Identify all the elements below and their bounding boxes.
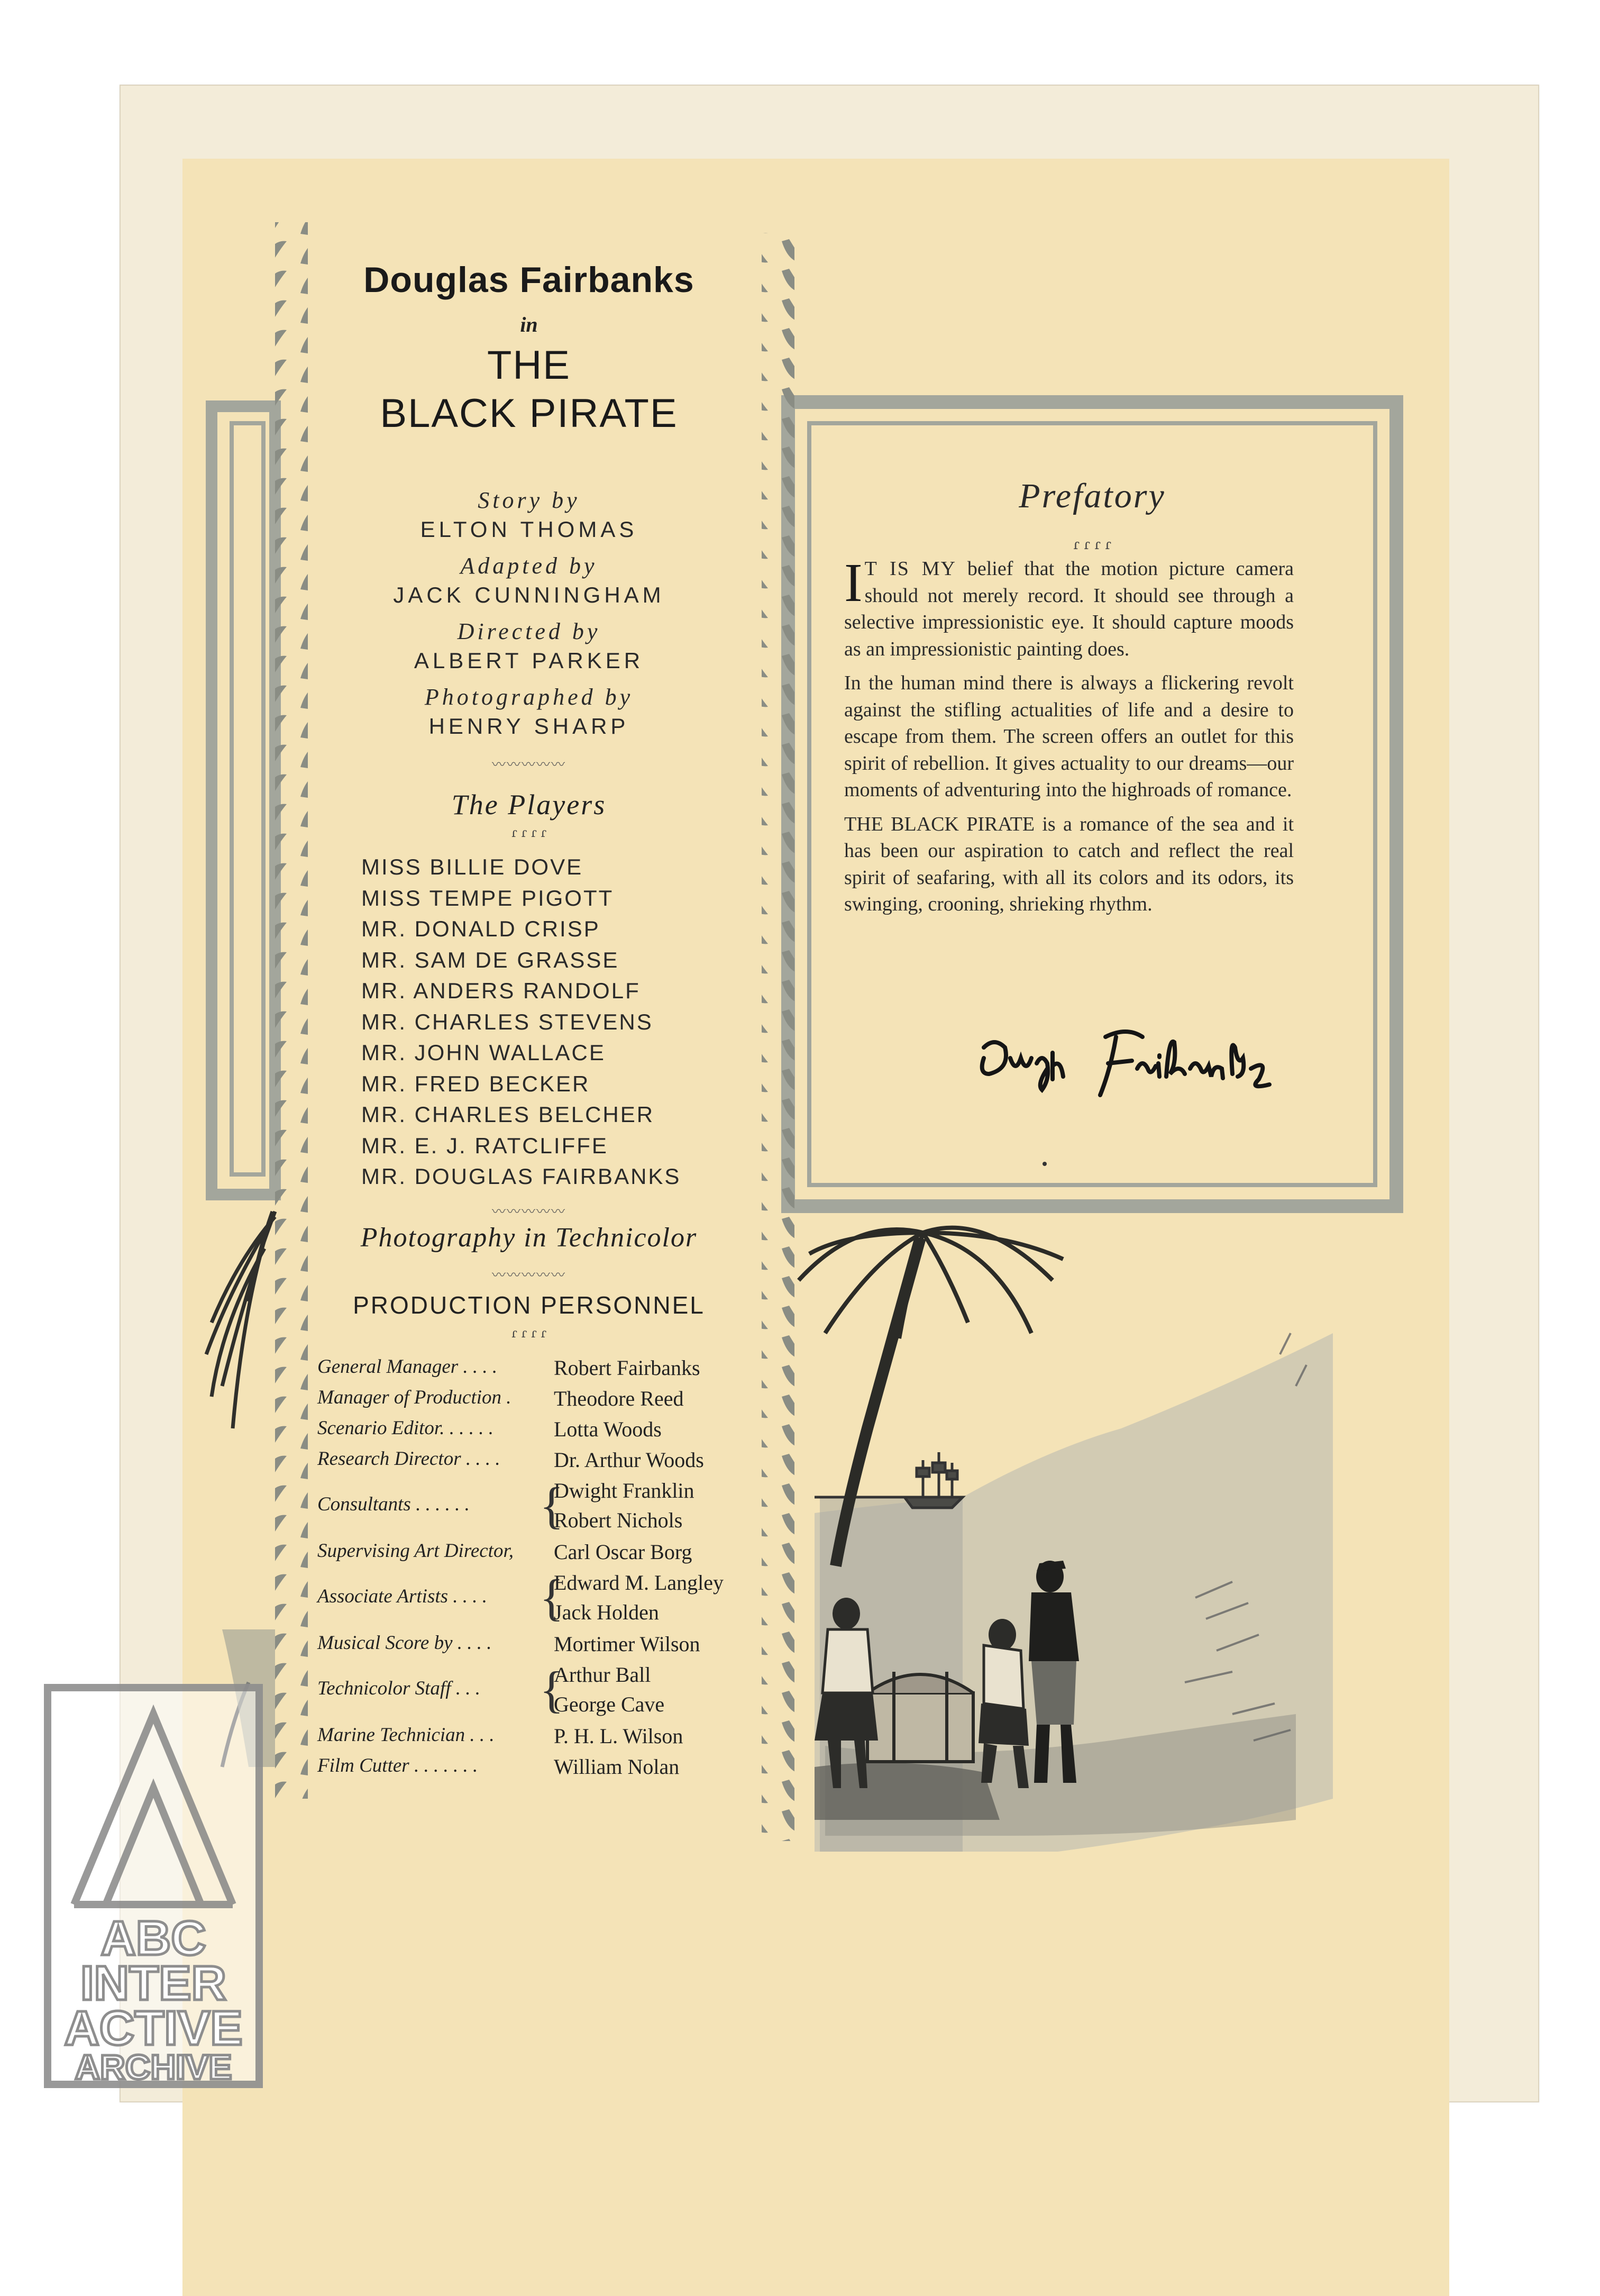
staff-name: P. H. L. Wilson (554, 1724, 683, 1748)
drop-cap: I (844, 552, 863, 613)
player-name: MR. DOUGLAS FAIRBANKS (361, 1164, 681, 1189)
staff-role: Associate Artists . . . . (317, 1586, 488, 1607)
tick-ornament-2: ɾ ɾ ɾ ɾ (511, 1326, 547, 1341)
staff-name: Robert Fairbanks (554, 1356, 700, 1380)
prefatory-paragraph-3: THE BLACK PIRATE is a romance of the sea and it has been our aspiration to catch and reflect the real spirit of seafaring, with all its colors and its odors, its swinging, crooning, shrieking rhythm. (844, 813, 1294, 915)
left-frame (212, 406, 275, 1195)
credit-adapted (317, 552, 740, 618)
player-name: MR. CHARLES STEVENS (361, 1009, 653, 1034)
svg-text:ARCHIVE: ARCHIVE (75, 2047, 232, 2087)
player-name: MR. SAM DE GRASSE (361, 947, 619, 972)
paragraph-text: belief that the motion picture camera should not merely record. It should see through a selective impressionistic eye. It should capture moods as an impressionistic painting does. (844, 558, 1294, 660)
staff-role: Musical Score by . . . . (317, 1632, 492, 1654)
right-rope (762, 233, 794, 1841)
staff-role: Technicolor Staff . . . (317, 1678, 480, 1699)
staff-name: Robert Nichols (554, 1508, 683, 1532)
credit-name: ALBERT PARKER (414, 648, 644, 673)
player-name: MR. JOHN WALLACE (361, 1040, 606, 1065)
credit-role: Directed by (457, 618, 601, 644)
staff-role: Supervising Art Director, (317, 1540, 514, 1562)
staff-row (317, 1662, 740, 1724)
credit-name: ELTON THOMAS (420, 517, 638, 542)
staff-name: William Nolan (554, 1755, 680, 1779)
players-heading: The Players (451, 789, 607, 821)
left-rope (275, 222, 308, 1799)
staff-name: Jack Holden (554, 1600, 659, 1624)
svg-text:ACTIVE: ACTIVE (64, 2001, 243, 2055)
pirate-illustration (799, 1228, 1333, 1852)
treasure-chest (867, 1672, 973, 1762)
staff-row (317, 1417, 740, 1447)
credit-directed (317, 618, 740, 684)
brace: { (540, 1569, 564, 1626)
brace: { (540, 1661, 564, 1718)
staff-role: Scenario Editor. . . . . . (317, 1417, 493, 1439)
player-name: MISS TEMPE PIGOTT (361, 885, 614, 910)
staff-name: Dr. Arthur Woods (554, 1448, 704, 1472)
wave-ornament-3: 〰〰〰〰〰 (491, 1268, 566, 1283)
tick-ornament-1: ɾ ɾ ɾ ɾ (511, 825, 547, 840)
title-line-1: THE (487, 343, 571, 388)
staff-role: General Manager . . . . (317, 1356, 498, 1378)
staff-row (317, 1570, 740, 1632)
staff-name: Dwight Franklin (554, 1479, 694, 1502)
brace: { (540, 1477, 564, 1534)
staff-role: Research Director . . . . (317, 1448, 500, 1470)
credit-role: Story by (478, 487, 580, 513)
svg-text:INTER: INTER (80, 1956, 226, 2010)
title-line-2: BLACK PIRATE (380, 391, 678, 436)
staff-name: Edward M. Langley (554, 1571, 724, 1595)
small-caps-start: T IS MY (864, 558, 956, 580)
staff-row (317, 1386, 740, 1417)
staff-role: Film Cutter . . . . . . . (317, 1755, 478, 1776)
credit-block (317, 487, 740, 749)
tick-ornament-3: ɾ ɾ ɾ ɾ (1073, 537, 1111, 553)
wave-ornament-2: 〰〰〰〰〰 (491, 1204, 566, 1220)
star-name: Douglas Fairbanks (363, 260, 694, 300)
technicolor-line: Photography in Technicolor (360, 1223, 698, 1253)
svg-text:ABC: ABC (100, 1911, 206, 1965)
credit-name: HENRY SHARP (428, 714, 629, 739)
staff-name: Lotta Woods (554, 1417, 662, 1441)
wave-ornament-1: 〰〰〰〰〰 (491, 757, 566, 773)
production-heading: PRODUCTION PERSONNEL (353, 1291, 705, 1319)
credits-column (317, 259, 740, 436)
in-word: in (520, 313, 538, 336)
staff-row (317, 1539, 740, 1570)
prefatory-body (844, 552, 1294, 918)
staff-name: Arthur Ball (554, 1663, 651, 1687)
prefatory-paragraph-1 (844, 552, 1294, 662)
staff-row (317, 1724, 740, 1754)
prefatory-paragraph-2: In the human mind there is always a flickering revolt against the stifling actualities of life and a desire to escape from them. The screen offers an outlet for this spirit of rebellion. It gives actuality to our dreams—our moments of adventuring into the highroads of romance. (844, 672, 1294, 801)
player-name: MR. CHARLES BELCHER (361, 1102, 655, 1127)
player-name: MISS BILLIE DOVE (361, 854, 583, 879)
player-name: MR. ANDERS RANDOLF (361, 978, 641, 1003)
staff-role: Consultants . . . . . . (317, 1493, 470, 1515)
staff-row (317, 1478, 740, 1539)
credit-photographed (317, 684, 740, 749)
player-name: MR. DONALD CRISP (361, 916, 600, 941)
staff-row (317, 1355, 740, 1386)
staff-name: George Cave (554, 1692, 665, 1716)
staff-row (317, 1754, 740, 1785)
staff-row (317, 1632, 740, 1662)
staff-role: Manager of Production . (317, 1387, 511, 1408)
abc-archive-watermark (42, 1682, 264, 2090)
player-name: MR. FRED BECKER (361, 1071, 590, 1096)
players-list (361, 852, 753, 1192)
staff-name: Theodore Reed (554, 1387, 684, 1410)
credit-story (317, 487, 740, 552)
prefatory-heading: Prefatory (1019, 477, 1166, 515)
staff-role: Marine Technician . . . (317, 1724, 495, 1746)
staff-name: Carl Oscar Borg (554, 1540, 692, 1564)
staff-row (317, 1447, 740, 1478)
credit-name: JACK CUNNINGHAM (393, 582, 665, 607)
credit-role: Adapted by (460, 553, 598, 579)
credit-role: Photographed by (424, 684, 634, 710)
staff-name: Mortimer Wilson (554, 1632, 700, 1656)
player-name: MR. E. J. RATCLIFFE (361, 1133, 608, 1158)
signature (973, 1016, 1301, 1122)
